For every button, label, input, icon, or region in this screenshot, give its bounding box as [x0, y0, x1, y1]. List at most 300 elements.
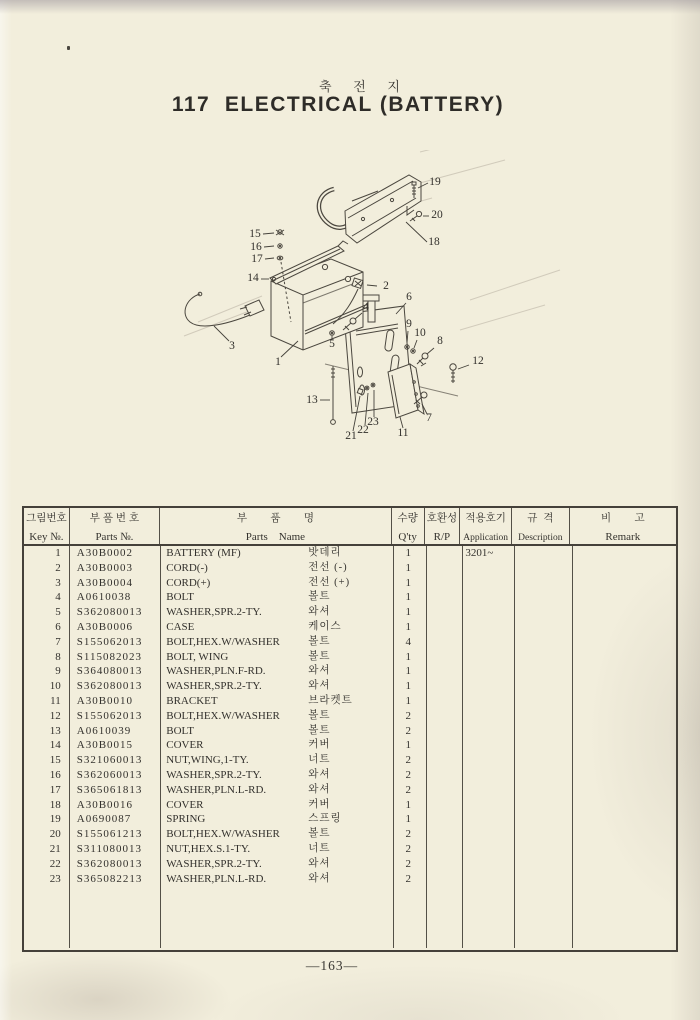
callout-leader-8 — [427, 348, 434, 354]
cell-parts-no: A30B0010 — [76, 694, 134, 707]
cell-remark — [570, 605, 676, 620]
cell-description — [512, 724, 570, 739]
part-name-ko: 전선 (-) — [308, 561, 348, 573]
part-name-ko: 너트 — [308, 842, 331, 854]
callout-number-9: 9 — [406, 318, 412, 330]
cell-key: 20 — [49, 828, 61, 841]
part-name-en: NUT,HEX.S.1-TY. — [166, 842, 251, 855]
cell-application: 3201~ — [465, 547, 494, 559]
cell-description — [512, 561, 570, 576]
cell-rp — [425, 827, 461, 842]
part-name-ko: 밧데리 — [308, 547, 342, 558]
cell-rp — [425, 561, 461, 576]
parts-table-header — [24, 508, 676, 546]
cell-description — [512, 590, 570, 605]
part-name-en: COVER — [166, 739, 204, 752]
cell-remark — [570, 738, 676, 753]
cell-remark — [570, 576, 676, 591]
parts-table-row — [24, 576, 676, 591]
cell-parts-no: S321060013 — [76, 754, 143, 767]
part-name-ko: 와셔 — [308, 680, 331, 692]
header-parts-no — [70, 508, 160, 544]
cell-application — [460, 635, 512, 650]
parts-table-row — [24, 753, 676, 768]
callout-number-20: 20 — [431, 209, 443, 221]
bracket-11 — [388, 364, 424, 418]
cover-18 — [345, 175, 421, 243]
cell-parts-no: A0690087 — [76, 813, 132, 826]
cell-description — [512, 768, 570, 783]
part-name-ko: 볼트 — [308, 828, 331, 840]
header-description — [512, 508, 570, 544]
scan-speck — [67, 46, 70, 50]
cell-key: 15 — [49, 754, 61, 767]
cell-rp — [425, 842, 461, 857]
cell-key: 11 — [50, 694, 61, 707]
header-parts-name-en: Parts Name — [245, 531, 306, 543]
part-name-en: CORD(-) — [166, 561, 208, 574]
cell-parts-no: S155061213 — [76, 828, 143, 841]
part-name-ko: 브라켓트 — [308, 694, 353, 706]
callout-leader-18 — [406, 222, 427, 242]
part-name-en: CASE — [166, 620, 195, 633]
cell-key: 6 — [55, 620, 61, 633]
parts-table-row — [24, 664, 676, 679]
cell-qty: 1 — [405, 576, 411, 589]
cell-rp — [425, 724, 461, 739]
callout-leader-2 — [367, 285, 377, 286]
column-divider — [514, 546, 515, 948]
part-name-en: WASHER,PLN.L-RD. — [166, 872, 267, 885]
callout-leader-12 — [458, 365, 469, 369]
part-name-ko: 와셔 — [308, 857, 331, 869]
cell-parts-name — [160, 872, 392, 887]
part-name-ko: 볼트 — [308, 709, 331, 721]
part-name-ko: 전선 (+) — [308, 576, 351, 588]
cell-application — [460, 605, 512, 620]
column-divider — [393, 546, 394, 948]
cell-description — [512, 694, 570, 709]
callout-leader-9 — [407, 331, 408, 343]
cell-remark — [570, 857, 676, 872]
cell-parts-name — [160, 724, 392, 739]
callout-leader-17 — [265, 258, 274, 259]
cell-parts-no: A0610039 — [76, 724, 132, 737]
cell-remark — [570, 768, 676, 783]
cell-rp — [425, 857, 461, 872]
cell-qty: 2 — [405, 724, 411, 737]
cell-remark — [570, 679, 676, 694]
cell-application — [460, 872, 512, 887]
callout-number-11: 11 — [397, 427, 409, 439]
cell-qty: 1 — [405, 547, 411, 559]
cell-qty: 1 — [405, 694, 411, 707]
cell-parts-name — [160, 561, 392, 576]
cell-parts-name — [160, 650, 392, 665]
cell-description — [512, 709, 570, 724]
header-key-en: Key №. — [29, 531, 64, 543]
cell-remark — [570, 635, 676, 650]
cell-description — [512, 827, 570, 842]
header-description-en: Description — [518, 533, 563, 543]
header-qty-en: Q'ty — [398, 531, 417, 543]
cell-key: 14 — [49, 739, 61, 752]
page-title: 117 ELECTRICAL (BATTERY) — [171, 93, 505, 116]
cell-parts-name — [160, 635, 392, 650]
parts-table-row — [24, 857, 676, 872]
cell-application — [460, 827, 512, 842]
header-rp-ko: 호환성 — [426, 512, 458, 524]
part-name-en: WASHER,PLN.L-RD. — [166, 783, 267, 796]
part-name-en: BRACKET — [166, 694, 218, 707]
cell-parts-no: S155062013 — [76, 635, 143, 648]
part-name-ko: 스프링 — [308, 813, 342, 825]
diagram-svg — [0, 150, 700, 470]
cell-description — [512, 857, 570, 872]
cell-rp — [425, 590, 461, 605]
cell-rp — [425, 738, 461, 753]
cell-parts-no: S362080013 — [76, 680, 143, 693]
cell-key: 7 — [55, 635, 61, 648]
header-qty — [392, 508, 425, 544]
callout-leader-3 — [214, 326, 229, 341]
callout-number-5: 5 — [329, 338, 335, 350]
part-name-en: WASHER,SPR.2-TY. — [166, 680, 262, 693]
part-name-en: WASHER,SPR.2-TY. — [166, 768, 262, 781]
cell-description — [512, 679, 570, 694]
parts-table-row — [24, 709, 676, 724]
cell-application — [460, 620, 512, 635]
header-description-ko: 규 격 — [527, 512, 554, 524]
cell-qty: 1 — [405, 620, 411, 633]
part-name-en: SPRING — [166, 813, 206, 826]
cell-parts-no: S365061813 — [76, 783, 143, 796]
nut-15 — [276, 230, 284, 235]
cell-parts-name — [160, 679, 392, 694]
cell-qty: 2 — [405, 857, 411, 870]
cell-rp — [425, 635, 461, 650]
header-key-ko: 그림번호 — [26, 512, 67, 524]
cell-key: 22 — [49, 857, 61, 870]
part-name-en: NUT,WING,1-TY. — [166, 754, 249, 767]
parts-table-row — [24, 561, 676, 576]
cell-parts-name — [160, 827, 392, 842]
cell-application — [460, 842, 512, 857]
cell-key: 9 — [55, 665, 61, 678]
cell-parts-name — [160, 590, 392, 605]
cell-application — [460, 812, 512, 827]
part-name-en: BOLT,HEX.W/WASHER — [166, 709, 280, 722]
callout-number-17: 17 — [251, 253, 263, 265]
callout-number-7: 7 — [426, 412, 432, 424]
cell-remark — [570, 753, 676, 768]
parts-table-row — [24, 605, 676, 620]
cell-remark — [570, 812, 676, 827]
cell-qty: 1 — [405, 665, 411, 678]
cell-key: 4 — [55, 591, 61, 604]
cell-application — [460, 576, 512, 591]
cell-parts-name — [160, 576, 392, 591]
cell-description — [512, 650, 570, 665]
part-name-ko: 너트 — [308, 754, 331, 766]
cell-parts-no: A30B0016 — [76, 798, 134, 811]
cell-parts-no: S364080013 — [76, 665, 143, 678]
cell-parts-no: A0610038 — [76, 591, 132, 604]
cell-application — [460, 857, 512, 872]
callout-number-18: 18 — [428, 236, 440, 248]
cell-description — [512, 635, 570, 650]
cell-key: 18 — [49, 798, 61, 811]
callout-leader-16 — [264, 246, 274, 247]
callout-number-16: 16 — [250, 241, 262, 253]
parts-table-row — [24, 650, 676, 665]
cell-parts-name — [160, 842, 392, 857]
cell-qty: 1 — [405, 591, 411, 604]
header-remark — [570, 508, 676, 544]
cell-parts-no: A30B0003 — [76, 561, 134, 574]
cell-rp — [425, 605, 461, 620]
cell-qty: 1 — [405, 650, 411, 663]
cell-remark — [570, 590, 676, 605]
cell-application — [460, 753, 512, 768]
callout-number-1: 1 — [275, 356, 281, 368]
cell-parts-no: S311080013 — [76, 842, 142, 855]
parts-table-row — [24, 738, 676, 753]
part-name-ko: 와셔 — [308, 768, 331, 780]
cell-key: 5 — [55, 606, 61, 619]
cell-application — [460, 694, 512, 709]
exploded-parts-diagram — [0, 150, 700, 470]
part-name-en: COVER — [166, 798, 204, 811]
callout-number-23: 23 — [367, 416, 379, 428]
cell-remark — [570, 842, 676, 857]
part-name-ko: 볼트 — [308, 591, 331, 603]
cell-description — [512, 872, 570, 887]
callout-number-12: 12 — [472, 355, 484, 367]
cell-rp — [425, 650, 461, 665]
cell-qty: 2 — [405, 828, 411, 841]
parts-table-body — [24, 546, 676, 948]
cell-application — [460, 768, 512, 783]
callout-number-3: 3 — [229, 340, 235, 352]
cell-key: 2 — [55, 561, 61, 574]
header-parts-no-en: Parts №. — [95, 531, 134, 543]
cell-rp — [425, 753, 461, 768]
parts-table-row — [24, 798, 676, 813]
cell-description — [512, 798, 570, 813]
part-name-ko: 볼트 — [308, 724, 331, 736]
cell-qty: 1 — [405, 680, 411, 693]
header-application-en: Application — [463, 533, 509, 543]
cell-parts-name — [160, 709, 392, 724]
callout-number-4: 4 — [363, 301, 369, 313]
cell-parts-no: S362080013 — [76, 857, 143, 870]
header-qty-ko: 수량 — [397, 512, 418, 524]
page-title-korean: 축 전 지 — [319, 79, 409, 94]
header-remark-en: Remark — [605, 531, 641, 543]
header-rp-en: R/P — [433, 531, 451, 543]
bolt-20 — [410, 211, 422, 221]
part-name-en: WASHER,SPR.2-TY. — [166, 606, 262, 619]
washer-10 — [411, 349, 415, 353]
cell-qty: 1 — [405, 561, 411, 574]
cell-rp — [425, 783, 461, 798]
parts-table-row — [24, 679, 676, 694]
callout-number-21: 21 — [345, 430, 357, 442]
cell-key: 19 — [49, 813, 61, 826]
cell-parts-name — [160, 738, 392, 753]
callout-number-14: 14 — [247, 272, 259, 284]
cell-qty: 2 — [405, 768, 411, 781]
cell-application — [460, 664, 512, 679]
part-name-ko: 커버 — [308, 739, 331, 751]
cell-parts-no: A30B0004 — [76, 576, 134, 589]
column-divider — [69, 546, 70, 948]
parts-table-row — [24, 872, 676, 887]
parts-table-row — [24, 694, 676, 709]
cell-parts-no: S362060013 — [76, 768, 143, 781]
part-name-ko: 와셔 — [308, 783, 331, 795]
cell-parts-name — [160, 783, 392, 798]
cell-parts-no: S362080013 — [76, 606, 143, 619]
cell-qty: 2 — [405, 754, 411, 767]
part-name-en: CORD(+) — [166, 576, 211, 589]
cell-parts-name — [160, 605, 392, 620]
cell-key: 13 — [49, 724, 61, 737]
header-remark-ko: 비 고 — [601, 512, 645, 524]
column-divider — [426, 546, 427, 948]
part-name-ko: 커버 — [308, 798, 331, 810]
cell-rp — [425, 576, 461, 591]
part-name-en: BOLT,HEX.W/WASHER — [166, 635, 280, 648]
cell-rp — [425, 768, 461, 783]
part-name-en: BOLT — [166, 591, 194, 604]
cell-description — [512, 738, 570, 753]
cell-description — [512, 546, 570, 561]
parts-table-row — [24, 827, 676, 842]
cell-description — [512, 620, 570, 635]
cell-key: 3 — [55, 576, 61, 589]
cell-rp — [425, 798, 461, 813]
part-name-ko: 와셔 — [308, 872, 331, 884]
parts-table-row — [24, 783, 676, 798]
cell-key: 8 — [55, 650, 61, 663]
cell-qty: 2 — [405, 709, 411, 722]
cell-parts-no: A30B0006 — [76, 620, 134, 633]
cell-application — [460, 650, 512, 665]
part-name-en: BOLT,HEX.W/WASHER — [166, 828, 280, 841]
cell-remark — [570, 561, 676, 576]
cell-application — [460, 798, 512, 813]
part-name-en: BOLT, WING — [166, 650, 229, 663]
callout-number-13: 13 — [306, 394, 318, 406]
cell-key: 10 — [49, 680, 61, 693]
cell-description — [512, 664, 570, 679]
cell-qty: 2 — [405, 783, 411, 796]
parts-table-row — [24, 812, 676, 827]
part-name-ko: 볼트 — [308, 635, 331, 647]
cell-remark — [570, 709, 676, 724]
header-rp — [425, 508, 461, 544]
cell-parts-name — [160, 546, 392, 561]
cell-parts-name — [160, 857, 392, 872]
callout-number-6: 6 — [406, 291, 412, 303]
cell-key: 21 — [49, 842, 61, 855]
cell-qty: 1 — [405, 606, 411, 619]
callout-number-2: 2 — [383, 280, 389, 292]
cell-remark — [570, 827, 676, 842]
cell-remark — [570, 783, 676, 798]
parts-table-row — [24, 620, 676, 635]
cell-key: 16 — [49, 768, 61, 781]
callout-leader-15 — [263, 233, 274, 234]
cell-remark — [570, 620, 676, 635]
cell-rp — [425, 709, 461, 724]
cell-parts-name — [160, 812, 392, 827]
bolt-8 — [417, 353, 428, 366]
cell-remark — [570, 798, 676, 813]
cell-parts-name — [160, 620, 392, 635]
cell-rp — [425, 694, 461, 709]
cell-parts-name — [160, 798, 392, 813]
header-parts-name — [160, 508, 392, 544]
cell-remark — [570, 694, 676, 709]
cell-description — [512, 842, 570, 857]
cell-parts-name — [160, 753, 392, 768]
callout-leader-10 — [414, 340, 417, 348]
cell-qty: 1 — [405, 798, 411, 811]
cell-key: 1 — [55, 547, 61, 559]
cell-description — [512, 576, 570, 591]
cell-key: 23 — [49, 872, 61, 885]
header-parts-name-ko: 부 품 명 — [236, 512, 314, 524]
cell-qty: 2 — [405, 872, 411, 885]
cell-rp — [425, 872, 461, 887]
cell-rp — [425, 620, 461, 635]
cell-description — [512, 783, 570, 798]
cell-application — [460, 590, 512, 605]
cell-parts-name — [160, 768, 392, 783]
callout-number-8: 8 — [437, 335, 443, 347]
cell-remark — [570, 650, 676, 665]
cell-description — [512, 812, 570, 827]
part-name-en: WASHER,SPR.2-TY. — [166, 857, 262, 870]
cell-rp — [425, 812, 461, 827]
cell-application — [460, 738, 512, 753]
part-name-ko: 케이스 — [308, 620, 342, 632]
cell-parts-name — [160, 694, 392, 709]
parts-table — [22, 506, 678, 952]
cell-application — [460, 783, 512, 798]
cell-parts-no: A30B0002 — [76, 547, 134, 559]
cell-application — [460, 709, 512, 724]
cell-parts-no: A30B0015 — [76, 739, 134, 752]
column-divider — [462, 546, 463, 948]
cell-parts-name — [160, 664, 392, 679]
parts-table-row — [24, 842, 676, 857]
callout-number-19: 19 — [429, 176, 441, 188]
parts-table-row — [24, 724, 676, 739]
cell-description — [512, 605, 570, 620]
parts-table-row — [24, 768, 676, 783]
parts-table-row — [24, 635, 676, 650]
cell-remark — [570, 546, 676, 561]
part-name-en: WASHER,PLN.F-RD. — [166, 665, 266, 678]
cell-qty: 2 — [405, 842, 411, 855]
cell-remark — [570, 724, 676, 739]
nut-21 — [357, 388, 363, 394]
cell-description — [512, 753, 570, 768]
